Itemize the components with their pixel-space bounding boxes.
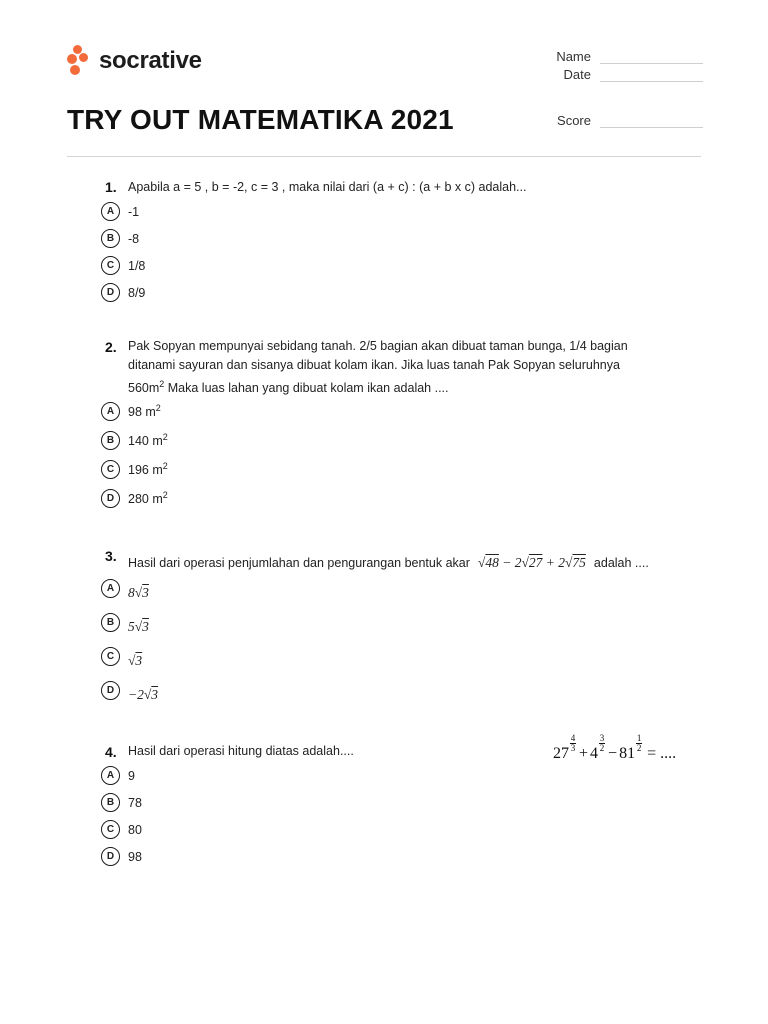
question-1-number: 1. [105, 179, 117, 195]
question-4-number: 4. [105, 744, 117, 760]
question-4-option-a[interactable] [101, 766, 135, 785]
question-2-line-3-rest: Maka luas lahan yang dibuat kolam ikan adalah .... [164, 381, 449, 396]
question-4-text: Hasil dari operasi hitung diatas adalah.... [128, 744, 354, 758]
question-2-option-d[interactable] [101, 489, 168, 508]
option-a-badge[interactable]: A [101, 766, 120, 785]
option-text: 78 [128, 795, 142, 810]
socrative-logo-icon [67, 45, 93, 77]
question-3-prompt: Hasil dari operasi penjumlahan dan pengurangan bentuk akar [128, 556, 470, 570]
question-1-option-d[interactable] [101, 283, 145, 302]
question-2-text [128, 337, 628, 398]
page-title: TRY OUT MATEMATIKA 2021 [67, 104, 454, 135]
question-3-suffix: adalah .... [593, 556, 649, 570]
question-2-line-1: Pak Sopyan mempunyai sebidang tanah. 2/5 bagian akan dibuat taman bunga, 1/4 bagian [128, 339, 628, 353]
question-3-text [128, 553, 649, 573]
score-line[interactable] [600, 116, 703, 128]
header-divider [67, 156, 701, 157]
question-2-option-a[interactable] [101, 402, 161, 421]
option-a-badge[interactable]: A [101, 402, 120, 421]
option-a-badge[interactable]: A [101, 579, 120, 598]
option-text: 80 [128, 822, 142, 837]
date-field[interactable] [540, 67, 703, 82]
option-text: 8√3 [128, 585, 149, 600]
option-d-badge[interactable]: D [101, 283, 120, 302]
question-3-option-a[interactable] [101, 579, 149, 601]
question-3-number: 3. [105, 548, 117, 564]
socrative-logo [67, 45, 202, 77]
option-text: 98 $m^2$ [128, 403, 161, 420]
score-label: Score [557, 113, 591, 128]
score-field[interactable] [540, 113, 703, 128]
question-3-option-c[interactable] [101, 647, 142, 669]
option-text: 140 $m^2$ [128, 432, 168, 449]
question-2-line-2: ditanami sayuran dan sisanya dibuat kolam ikan. Jika luas tanah Pak Sopyan seluruhnya [128, 358, 620, 372]
option-b-badge[interactable]: B [101, 793, 120, 812]
question-2-option-b[interactable] [101, 431, 168, 450]
option-c-badge[interactable]: C [101, 820, 120, 839]
brand-name: socrative [99, 47, 202, 74]
question-4-option-b[interactable] [101, 793, 142, 812]
option-text: 280 $m^2$ [128, 490, 168, 507]
option-c-badge[interactable]: C [101, 647, 120, 666]
option-b-badge[interactable]: B [101, 229, 120, 248]
date-label: Date [563, 67, 591, 82]
question-2-option-c[interactable] [101, 460, 168, 479]
option-b-badge[interactable]: B [101, 613, 120, 632]
option-text: 98 [128, 849, 142, 864]
option-text: 9 [128, 768, 135, 783]
question-3-option-d[interactable] [101, 681, 158, 703]
option-d-badge[interactable]: D [101, 847, 120, 866]
radical-expression: √48 − 2√27 + 2√75 [477, 555, 586, 570]
question-2-line-3 [128, 375, 628, 398]
exponent-expression: 27 $\frac{4}{3}$ + 4 $\frac{3}{2}$ − 81 $\frac{1}{2}$ = .... [553, 733, 677, 762]
option-text: -8 [128, 231, 140, 246]
question-1-option-c[interactable] [101, 256, 145, 275]
name-line[interactable] [600, 52, 703, 64]
option-b-badge[interactable]: B [101, 431, 120, 450]
option-d-badge[interactable]: D [101, 681, 120, 700]
option-text: 5√3 [128, 619, 149, 634]
option-text: 196 $m^2$ [128, 461, 168, 478]
option-text: 1/8 [128, 258, 146, 273]
area-value: 560m [128, 381, 160, 396]
option-text: -1 [128, 204, 140, 219]
option-text: −2√3 [128, 687, 159, 702]
question-4-option-c[interactable] [101, 820, 142, 839]
option-c-badge[interactable]: C [101, 256, 120, 275]
question-1-option-a[interactable] [101, 202, 139, 221]
option-text: 8/9 [128, 285, 146, 300]
question-3-option-b[interactable] [101, 613, 149, 635]
option-text: √3 [128, 653, 143, 668]
name-field[interactable] [540, 49, 703, 64]
question-1-option-b[interactable] [101, 229, 139, 248]
question-1-text: Apabila a = 5 , b = -2, c = 3 , maka nilai dari (a + c) : (a + b x c) adalah... [128, 180, 527, 194]
question-4-option-d[interactable] [101, 847, 142, 866]
area-exponent: 2 [159, 379, 165, 389]
option-d-badge[interactable]: D [101, 489, 120, 508]
name-label: Name [556, 49, 591, 64]
date-line[interactable] [600, 70, 703, 82]
option-a-badge[interactable]: A [101, 202, 120, 221]
option-c-badge[interactable]: C [101, 460, 120, 479]
question-2-number: 2. [105, 339, 117, 355]
